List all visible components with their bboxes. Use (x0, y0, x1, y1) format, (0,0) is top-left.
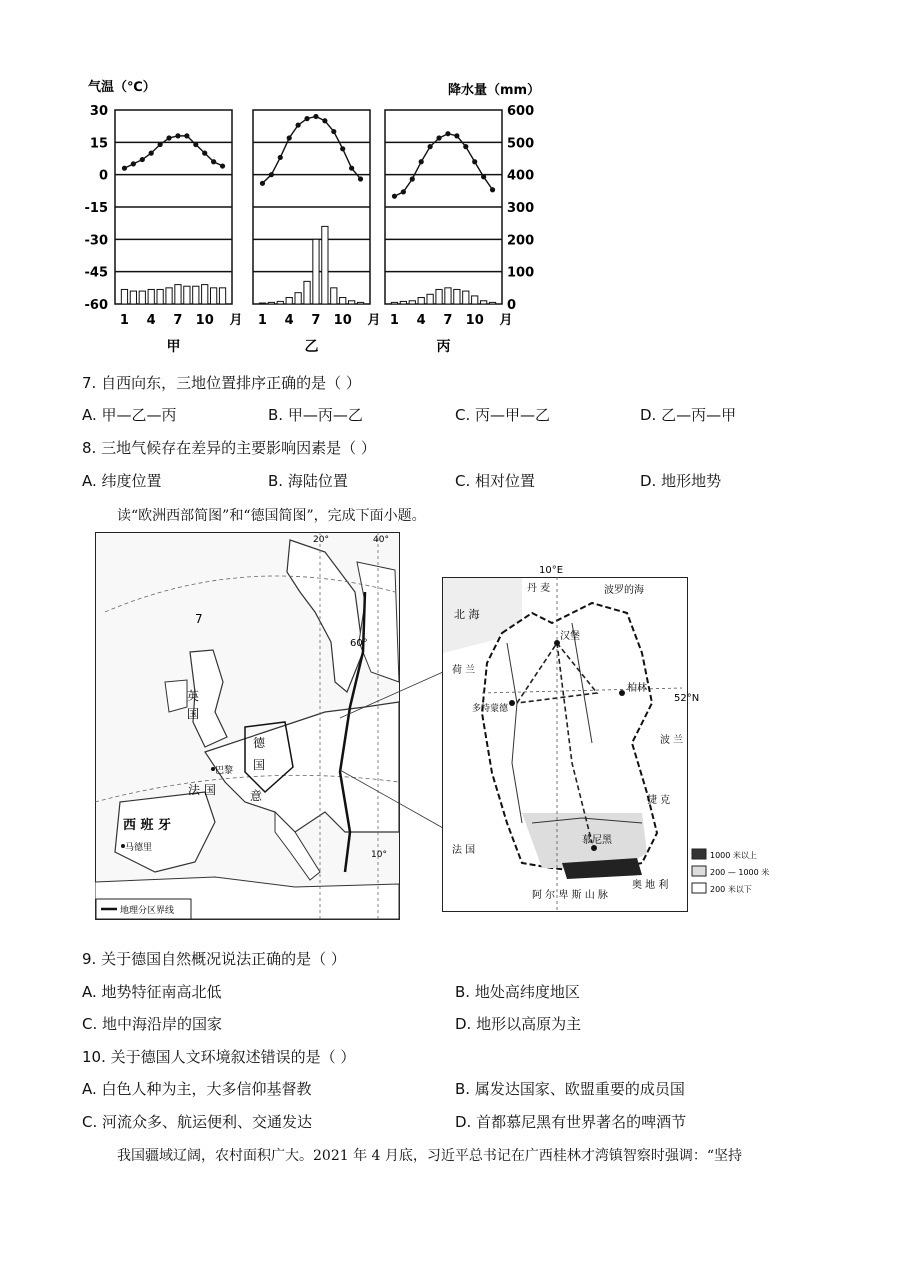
precip-bar (193, 286, 199, 304)
temp-point (313, 114, 318, 119)
temp-point (463, 144, 468, 149)
label-lon40: 40° (373, 535, 389, 545)
temp-axis-label: 气温（℃） (88, 80, 156, 95)
germany-map (442, 563, 802, 913)
label-poland: 波 兰 (660, 735, 684, 746)
month-tick: 1 (389, 313, 399, 328)
month-tick: 7 (311, 313, 321, 328)
precip-bar (463, 291, 469, 304)
label-austria: 奥 地 利 (632, 880, 669, 891)
q8-option-c[interactable]: C. 相对位置 (455, 472, 536, 490)
temp-point (278, 155, 283, 160)
temp-point (140, 157, 145, 162)
precip-bar (409, 301, 415, 304)
temp-point (358, 176, 363, 181)
precip-bar (481, 301, 487, 304)
precip-bar (202, 285, 208, 304)
legend-low: 200 米以下 (710, 885, 752, 894)
precip-bar (357, 302, 363, 304)
temp-point (490, 187, 495, 192)
precip-tick: 500 (507, 136, 535, 152)
precip-tick: 0 (507, 298, 517, 313)
label-alps: 阿 尔 卑 斯 山 脉 (532, 890, 608, 901)
month-unit: 月 (229, 313, 243, 328)
temp-point (211, 159, 216, 164)
temp-point (304, 116, 309, 121)
precip-bar (445, 288, 451, 304)
paris-dot (211, 767, 215, 771)
label-lat60: 60° (350, 638, 368, 649)
panel-label: 乙 (304, 339, 319, 355)
climate-panels (115, 110, 513, 355)
temp-point (260, 181, 265, 186)
temp-tick: -60 (84, 298, 108, 313)
label-berlin: 柏林 (627, 683, 647, 694)
label-hamburg: 汉堡 (560, 631, 580, 642)
temp-point (454, 133, 459, 138)
precip-bar (268, 302, 274, 304)
month-tick: 10 (195, 313, 214, 328)
temp-point (392, 194, 397, 199)
temp-point (296, 122, 301, 127)
month-unit: 月 (499, 313, 513, 328)
q7-option-c[interactable]: C. 丙—甲—乙 (455, 406, 551, 424)
label-munich: 慕尼黑 (582, 835, 612, 846)
temp-point (287, 135, 292, 140)
temp-point (349, 166, 354, 171)
precip-bar (184, 286, 190, 304)
label-madrid: 马德里 (125, 843, 153, 853)
temp-point (158, 142, 163, 147)
precip-bar (157, 289, 163, 304)
label-lon10: 10° (371, 850, 387, 860)
precip-bar (304, 281, 310, 304)
precip-tick: 300 (507, 201, 535, 216)
temp-point (175, 133, 180, 138)
temp-tick: -15 (84, 201, 108, 216)
climate-panel-2 (385, 110, 513, 355)
q8-option-b[interactable]: B. 海陆位置 (268, 472, 348, 490)
month-tick: 10 (333, 313, 352, 328)
precip-bar (489, 302, 495, 304)
intro-rural: 我国疆域辽阔，农村面积广大。2021 年 4 月底，习近平总书记在广西桂林才湾镇智察时强调：“坚持 (117, 1148, 743, 1164)
precip-bar (130, 291, 136, 304)
q8-option-a[interactable]: A. 纬度位置 (82, 472, 162, 490)
temp-point (401, 189, 406, 194)
label-dortmund: 多特蒙德 (472, 704, 509, 714)
temp-point (131, 161, 136, 166)
temp-tick: 30 (89, 104, 108, 119)
ireland-shape (165, 680, 187, 712)
month-tick: 4 (146, 313, 156, 328)
q9-option-c[interactable]: C. 地中海沿岸的国家 (82, 1015, 223, 1033)
precip-bar (219, 288, 225, 304)
precip-bar (286, 298, 292, 304)
temp-tick: -45 (84, 265, 108, 281)
temp-point (220, 163, 225, 168)
temp-point (269, 172, 274, 177)
temp-tick: 0 (98, 168, 108, 184)
precip-bar (418, 298, 424, 304)
temp-point (410, 176, 415, 181)
question-9-stem: 9. 关于德国自然概况说法正确的是（ ） (82, 950, 346, 968)
month-tick: 1 (119, 313, 129, 328)
q10-option-c[interactable]: C. 河流众多、航运便利、交通发达 (82, 1113, 313, 1131)
q10-option-d[interactable]: D. 首都慕尼黑有世界著名的啤酒节 (455, 1113, 687, 1131)
intro-maps: 读“欧洲西部简图”和“德国简图”，完成下面小题。 (117, 508, 426, 524)
precip-bar (139, 291, 145, 304)
precip-tick: 100 (507, 265, 535, 281)
temp-point (428, 144, 433, 149)
temp-point (445, 131, 450, 136)
temp-point (322, 118, 327, 123)
precip-tick: 600 (507, 104, 535, 119)
month-tick: 4 (416, 313, 426, 328)
berlin-dot (619, 690, 625, 696)
q10-option-a[interactable]: A. 白色人种为主，大多信仰基督教 (82, 1080, 312, 1098)
precip-bar (400, 301, 406, 304)
label-france: 法 国 (188, 783, 216, 797)
q8-option-d[interactable]: D. 地形地势 (640, 472, 722, 490)
precip-bar (313, 239, 319, 304)
question-7-stem: 7. 自西向东，三地位置排序正确的是（ ） (82, 374, 361, 392)
q7-option-d[interactable]: D. 乙—丙—甲 (640, 406, 737, 424)
precip-bar (472, 296, 478, 304)
precip-bar (427, 294, 433, 304)
label-lat52n: 52°N (674, 693, 700, 704)
precip-bar (295, 293, 301, 304)
precip-bar (277, 301, 283, 304)
label-baltic: 波罗的海 (604, 585, 644, 596)
precip-bar (175, 285, 181, 304)
label-uk-top: 英 (187, 689, 200, 703)
legend-swatch-low (692, 883, 706, 893)
temp-tick: 15 (89, 136, 108, 152)
precip-bar (211, 288, 217, 304)
precip-bar (148, 289, 154, 304)
climate-panel-1 (253, 110, 381, 355)
legend-swatch-high (692, 849, 706, 859)
month-tick: 4 (284, 313, 294, 328)
label-lon10e: 10°E (539, 565, 564, 576)
month-tick: 1 (257, 313, 267, 328)
label-czech: 捷 克 (647, 795, 671, 806)
legend-high: 1000 米以上 (710, 851, 757, 860)
label-paris: 巴黎 (215, 766, 234, 776)
label-denmark: 丹 麦 (527, 583, 551, 594)
temp-point (436, 135, 441, 140)
label-uk-bottom: 国 (187, 707, 200, 721)
month-tick: 7 (173, 313, 183, 328)
europe-legend-text: 地理分区界线 (120, 906, 175, 916)
panel-label: 丙 (436, 339, 451, 355)
label-north-sea: 北 海 (454, 608, 480, 621)
panel-label: 甲 (166, 339, 181, 355)
temp-point (331, 129, 336, 134)
map-connector-lines (320, 660, 450, 840)
temp-point (122, 166, 127, 171)
precip-bar (349, 301, 355, 304)
temp-point (202, 151, 207, 156)
temp-point (193, 142, 198, 147)
climate-charts (70, 72, 560, 362)
precip-bar (259, 303, 265, 304)
precip-bar (121, 289, 127, 304)
label-germany-2: 国 (253, 758, 266, 772)
month-unit: 月 (367, 313, 381, 328)
temp-tick-labels (85, 104, 109, 313)
precip-bar (331, 288, 337, 304)
temp-point (472, 159, 477, 164)
dortmund-dot (509, 700, 515, 706)
q9-option-d[interactable]: D. 地形以高原为主 (455, 1015, 582, 1033)
label-france: 法 国 (452, 845, 476, 856)
precip-bar (340, 298, 346, 304)
climate-panel-0 (115, 110, 243, 355)
precip-tick: 200 (507, 233, 535, 249)
precip-bar (166, 288, 172, 304)
temp-point (184, 133, 189, 138)
madrid-dot (121, 844, 125, 848)
precip-bar (391, 302, 397, 304)
label-lon20: 20° (313, 535, 329, 545)
temp-tick: -30 (84, 233, 108, 249)
temp-point (149, 151, 154, 156)
precip-axis-label: 降水量（mm） (448, 83, 541, 98)
q7-option-a[interactable]: A. 甲—乙—丙 (82, 406, 177, 424)
label-italy: 意 (250, 789, 263, 803)
month-tick: 7 (443, 313, 453, 328)
label-spain: 西 班 牙 (123, 818, 172, 833)
temp-point (166, 135, 171, 140)
question-8-stem: 8. 三地气候存在差异的主要影响因素是（ ） (82, 439, 376, 457)
q7-option-b[interactable]: B. 甲—丙—乙 (268, 406, 363, 424)
q10-option-b[interactable]: B. 属发达国家、欧盟重要的成员国 (455, 1080, 685, 1098)
label-7: 7 (195, 612, 203, 626)
label-germany-1: 德 (253, 736, 266, 750)
precip-tick: 400 (507, 168, 535, 184)
precip-tick-labels (507, 104, 534, 313)
q9-option-b[interactable]: B. 地处高纬度地区 (455, 983, 580, 1001)
precip-bar (322, 226, 328, 304)
temp-point (340, 146, 345, 151)
temp-point (419, 159, 424, 164)
precip-bar (454, 289, 460, 304)
precip-bar (436, 289, 442, 304)
legend-mid: 200 — 1000 米 (710, 868, 770, 877)
question-10-stem: 10. 关于德国人文环境叙述错误的是（ ） (82, 1048, 356, 1066)
temp-point (481, 174, 486, 179)
q9-option-a[interactable]: A. 地势特征南高北低 (82, 983, 222, 1001)
label-netherlands: 荷 兰 (452, 665, 476, 676)
month-tick: 10 (465, 313, 484, 328)
legend-swatch-mid (692, 866, 706, 876)
